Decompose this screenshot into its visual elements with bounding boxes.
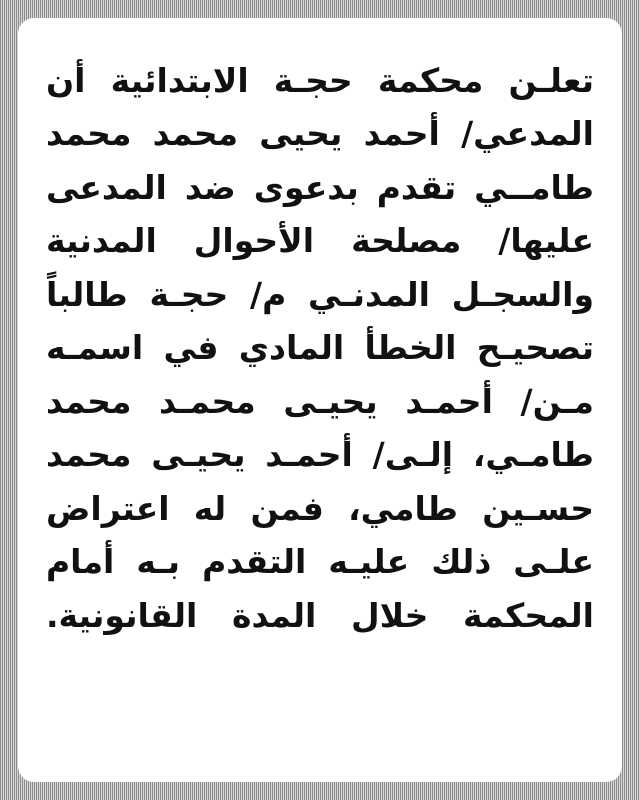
notice-card bbox=[18, 18, 622, 782]
notice-text: تعلـن محكمة حجـة الابتدائية أن المدعي/ أحمد يحيى محمد محمد طامــي تقدم بدعوى ضد المدعى عليها/ مصلحة الأحوال المدنية والسجـل المدنـي م/ حجـة طالباً تصحيـح الخطأ المادي في اسمـه مـن/ أحمـد يحيـى محمـد محمد طامـي، إلـى/ أحمـد يحيـى محمد حسـين طامي، فمن له اعتراض علـى ذلك عليـه التقدم بـه أمام المحكمة خلال المدة القانونية. bbox=[46, 61, 594, 635]
